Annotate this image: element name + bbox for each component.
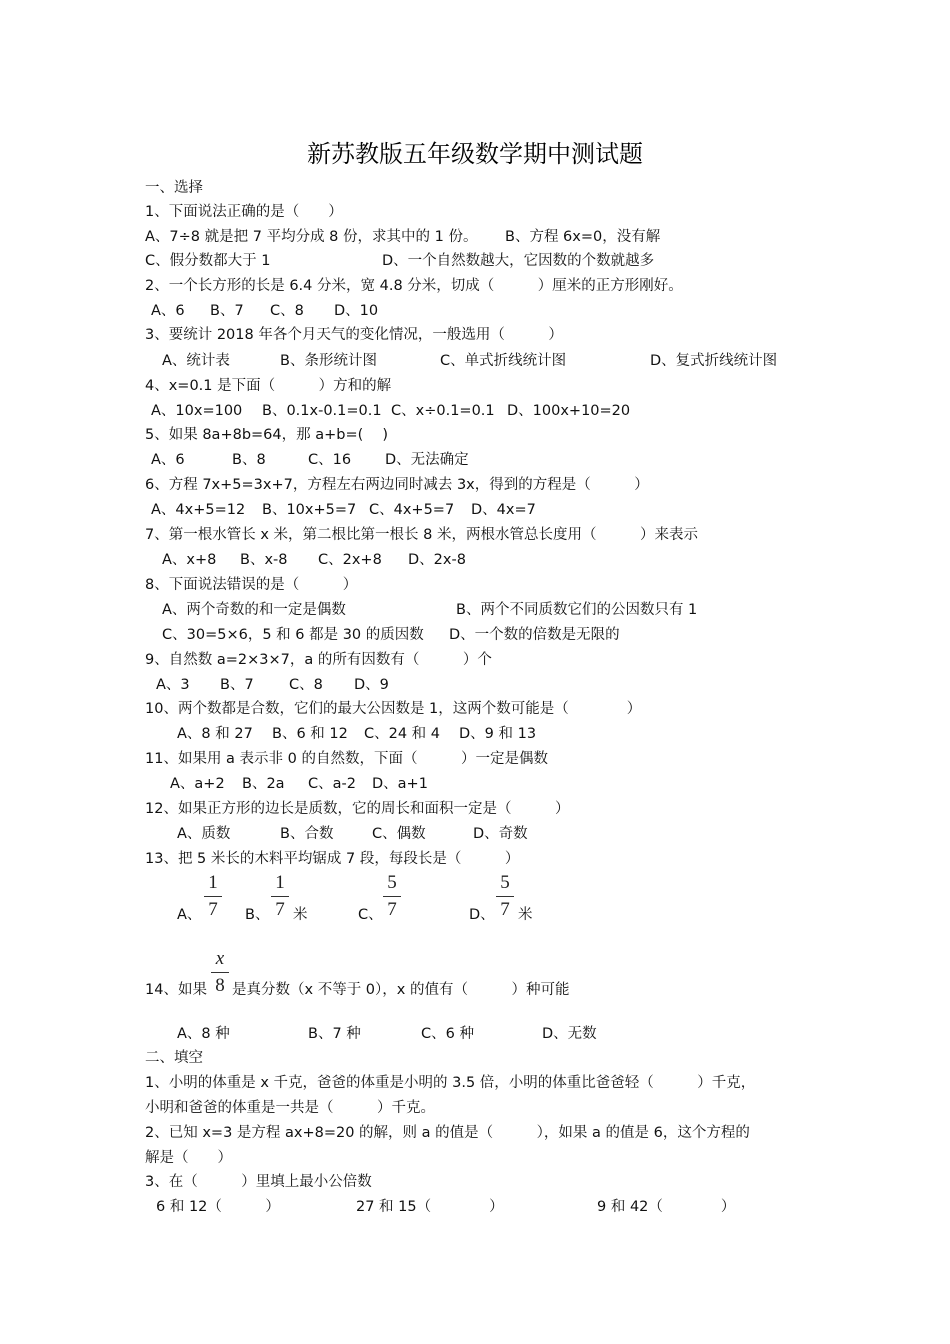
q3-option-a: A、统计表 xyxy=(162,353,230,369)
q9-option-c: C、8 xyxy=(289,677,323,693)
page-title: 新苏教版五年级数学期中测试题 xyxy=(307,140,643,168)
fraction-bar xyxy=(383,896,401,897)
q2-option-d: D、10 xyxy=(334,303,379,319)
q7-option-d: D、2x-8 xyxy=(408,552,466,568)
q1-option-a: A、7÷8 就是把 7 平均分成 8 份，求其中的 1 份。 xyxy=(145,229,478,245)
q7-option-b: B、x-8 xyxy=(240,552,288,568)
q2-option-b: B、7 xyxy=(210,303,244,319)
q8-stem: 8、下面说法错误的是（ ） xyxy=(145,577,358,593)
q6-option-d: D、4x=7 xyxy=(471,502,536,518)
q10-option-b: B、6 和 12 xyxy=(272,726,348,742)
q13-option-a-label: A、 xyxy=(177,907,202,923)
q10-option-d: D、9 和 13 xyxy=(459,726,537,742)
q14-option-c: C、6 种 xyxy=(421,1026,474,1042)
section-heading-choice: 一、选择 xyxy=(145,180,203,196)
q14-stem-suffix: 是真分数（x 不等于 0），x 的值有（ ）种可能 xyxy=(232,982,570,998)
f3-item-b: 27 和 15（ ） xyxy=(356,1199,504,1215)
q14-fraction xyxy=(209,948,231,997)
q13-option-d-unit: 米 xyxy=(518,907,533,923)
section-heading-fill: 二、填空 xyxy=(145,1050,203,1066)
q6-option-a: A、4x+5=12 xyxy=(151,502,246,518)
q13-option-d-label: D、 xyxy=(469,907,495,923)
q4-stem: 4、x=0.1 是下面（ ）方和的解 xyxy=(145,378,392,394)
fraction-numerator: 1 xyxy=(208,872,218,893)
q4-option-c: C、x÷0.1=0.1 xyxy=(391,403,495,419)
fraction-numerator: x xyxy=(215,948,225,969)
q5-option-d: D、无法确定 xyxy=(385,452,469,468)
q9-option-a: A、3 xyxy=(156,677,190,693)
q6-stem: 6、方程 7x+5=3x+7，方程左右两边同时减去 3x，得到的方程是（ ） xyxy=(145,477,649,493)
q11-option-d: D、a+1 xyxy=(372,776,428,792)
q11-option-a: A、a+2 xyxy=(170,776,225,792)
q13-option-d-fraction xyxy=(494,872,516,921)
q13-option-a-fraction xyxy=(202,872,224,921)
q13-stem: 13、把 5 米长的木料平均锯成 7 段，每段长是（ ） xyxy=(145,851,520,867)
q7-option-a: A、x+8 xyxy=(162,552,217,568)
q1-option-c: C、假分数都大于 1 xyxy=(145,253,271,269)
q2-stem: 2、一个长方形的长是 6.4 分米，宽 4.8 分米，切成（ ）厘米的正方形刚好。 xyxy=(145,278,683,294)
q3-stem: 3、要统计 2018 年各个月天气的变化情况，一般选用（ ） xyxy=(145,327,563,343)
q5-option-c: C、16 xyxy=(308,452,352,468)
f3-item-c: 9 和 42（ ） xyxy=(597,1199,736,1215)
q5-option-b: B、8 xyxy=(232,452,266,468)
fraction-bar xyxy=(204,896,222,897)
fraction-denominator: 7 xyxy=(500,899,510,920)
q9-option-b: B、7 xyxy=(220,677,254,693)
q9-option-d: D、9 xyxy=(354,677,389,693)
q5-stem: 5、如果 8a+8b=64，那 a+b=( ) xyxy=(145,427,389,443)
q5-option-a: A、6 xyxy=(151,452,185,468)
f3-stem: 3、在（ ）里填上最小公倍数 xyxy=(145,1174,372,1190)
q13-option-c-label: C、 xyxy=(358,907,383,923)
q6-option-c: C、4x+5=7 xyxy=(369,502,455,518)
f1-line2: 小明和爸爸的体重是一共是（ ）千克。 xyxy=(145,1100,435,1116)
q3-option-b: B、条形统计图 xyxy=(280,353,377,369)
q1-option-b: B、方程 6x=0，没有解 xyxy=(505,229,661,245)
q14-option-d: D、无数 xyxy=(542,1026,597,1042)
fraction-bar xyxy=(271,896,289,897)
fraction-denominator: 7 xyxy=(387,899,397,920)
q8-option-b: B、两个不同质数它们的公因数只有 1 xyxy=(456,602,698,618)
f2-line2: 解是（ ） xyxy=(145,1150,232,1166)
q14-option-a: A、8 种 xyxy=(177,1026,230,1042)
q8-option-c: C、30=5×6，5 和 6 都是 30 的质因数 xyxy=(162,627,424,643)
fraction-numerator: 5 xyxy=(500,872,510,893)
q11-option-b: B、2a xyxy=(242,776,285,792)
fraction-denominator: 8 xyxy=(215,975,225,996)
q2-option-a: A、6 xyxy=(151,303,185,319)
q10-option-a: A、8 和 27 xyxy=(177,726,253,742)
q13-option-b-unit: 米 xyxy=(293,907,308,923)
q1-stem: 1、下面说法正确的是（ ） xyxy=(145,204,343,220)
q3-option-d: D、复式折线统计图 xyxy=(650,353,778,369)
fraction-numerator: 1 xyxy=(275,872,285,893)
fraction-numerator: 5 xyxy=(387,872,397,893)
q2-option-c: C、8 xyxy=(270,303,304,319)
f1-line1: 1、小明的体重是 x 千克，爸爸的体重是小明的 3.5 倍，小明的体重比爸爸轻（ ）千克， xyxy=(145,1075,756,1091)
q12-stem: 12、如果正方形的边长是质数，它的周长和面积一定是（ ） xyxy=(145,801,570,817)
q4-option-a: A、10x=100 xyxy=(151,403,243,419)
q13-option-c-fraction xyxy=(381,872,403,921)
f2-line1: 2、已知 x=3 是方程 ax+8=20 的解，则 a 的值是（ ），如果 a 的值是 6，这个方程的 xyxy=(145,1125,750,1141)
q12-option-c: C、偶数 xyxy=(372,826,426,842)
q8-option-a: A、两个奇数的和一定是偶数 xyxy=(162,602,346,618)
q13-option-b-label: B、 xyxy=(245,907,270,923)
fraction-bar xyxy=(496,896,514,897)
q4-option-b: B、0.1x-0.1=0.1 xyxy=(262,403,382,419)
q6-option-b: B、10x+5=7 xyxy=(262,502,357,518)
f3-item-a: 6 和 12（ ） xyxy=(156,1199,280,1215)
q8-option-d: D、一个数的倍数是无限的 xyxy=(449,627,620,643)
q7-option-c: C、2x+8 xyxy=(318,552,382,568)
fraction-bar xyxy=(211,972,229,973)
q12-option-d: D、奇数 xyxy=(473,826,528,842)
q13-option-b-fraction xyxy=(269,872,291,921)
q12-option-b: B、合数 xyxy=(280,826,334,842)
q1-option-d: D、一个自然数越大，它因数的个数就越多 xyxy=(382,253,655,269)
q7-stem: 7、第一根水管长 x 米，第二根比第一根长 8 米，两根水管总长度用（ ）来表示 xyxy=(145,527,698,543)
fraction-denominator: 7 xyxy=(275,899,285,920)
q10-stem: 10、两个数都是合数，它们的最大公因数是 1，这两个数可能是（ ） xyxy=(145,701,642,717)
q10-option-c: C、24 和 4 xyxy=(364,726,441,742)
fraction-denominator: 7 xyxy=(208,899,218,920)
q3-option-c: C、单式折线统计图 xyxy=(440,353,567,369)
q11-option-c: C、a-2 xyxy=(308,776,356,792)
q12-option-a: A、质数 xyxy=(177,826,231,842)
q14-option-b: B、7 种 xyxy=(308,1026,361,1042)
q11-stem: 11、如果用 a 表示非 0 的自然数，下面（ ）一定是偶数 xyxy=(145,751,548,767)
q9-stem: 9、自然数 a=2×3×7，a 的所有因数有（ ）个 xyxy=(145,652,492,668)
q4-option-d: D、100x+10=20 xyxy=(507,403,631,419)
q14-stem-prefix: 14、如果 xyxy=(145,982,207,998)
